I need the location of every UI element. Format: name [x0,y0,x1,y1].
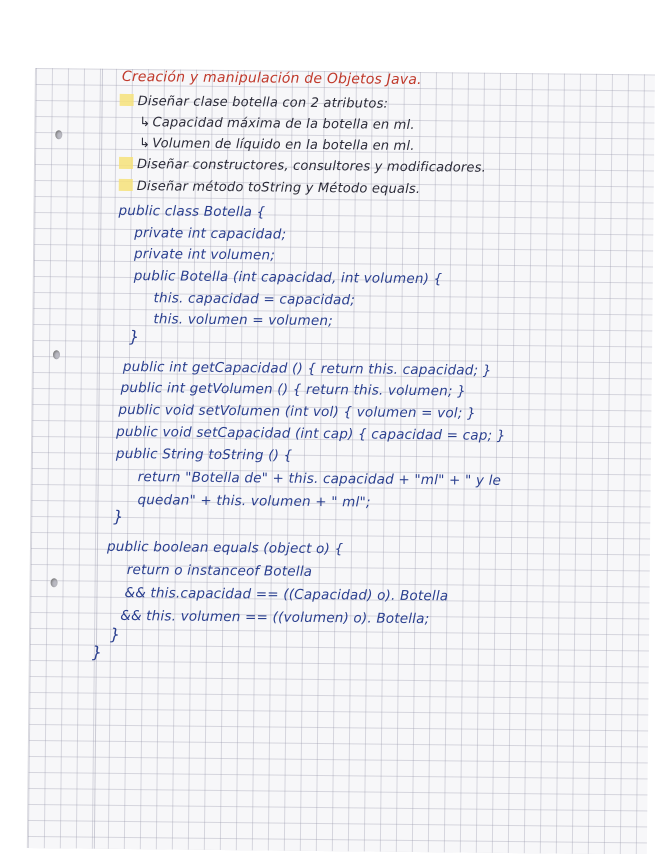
code-line: return o instanceof Botella [126,561,313,580]
bullet-item: Diseñar constructores, consultores y modificadores. [119,157,486,176]
code-line: return "Botella de" + this. capacidad + "ml" + " y le [137,469,502,489]
highlight-mark [120,94,134,106]
sub-bullet-item: ↳ Volumen de líquido en la botella en ml. [139,136,415,154]
code-line: public String toString () { [115,445,293,464]
margin-line [91,69,103,849]
sub-bullet-item: ↳ Capacidad máxima de la botella en ml. [139,115,415,133]
code-line: && this.capacidad == ((Capacidad) o). Botella [124,584,449,605]
closing-brace: } [129,326,140,347]
code-line: public boolean equals (object o) { [106,538,344,558]
code-line: quedan" + this. volumen + " ml"; [137,492,371,511]
highlight-mark [119,157,133,169]
code-line: public int getCapacidad () { return this. capacidad; } [122,358,492,379]
code-line: public class Botella { [118,202,266,221]
code-line: public Botella (int capacidad, int volumen) { [133,268,443,288]
code-line: public void setCapacidad (int cap) { capacidad = cap; } [116,423,506,444]
closing-brace: } [109,624,121,644]
page-title: Creación y manipulación de Objetos Java. [121,68,422,89]
bullet-item: Diseñar método toString y Método equals. [119,179,421,197]
binder-hole [53,350,60,359]
binder-hole [51,578,58,587]
arrow-icon: ↳ [139,136,151,152]
code-line: && this. volumen == ((volumen) o). Botella; [120,607,430,628]
bullet-item: Diseñar clase botella con 2 atributos: [120,94,389,112]
code-line: private int volumen; [133,246,276,264]
code-line: public void setVolumen (int vol) { volumen = vol; } [118,401,476,422]
notebook-page [28,68,655,854]
code-line: this. capacidad = capacidad; [153,290,356,309]
arrow-icon: ↳ [139,115,151,131]
code-line: this. volumen = volumen; [153,311,334,330]
closing-brace: } [113,506,124,526]
code-line: private int capacidad; [134,225,287,243]
code-line: public int getVolumen () { return this. volumen; } [120,379,467,400]
binder-hole [55,130,62,139]
highlight-mark [119,179,133,191]
closing-brace: } [91,642,103,662]
